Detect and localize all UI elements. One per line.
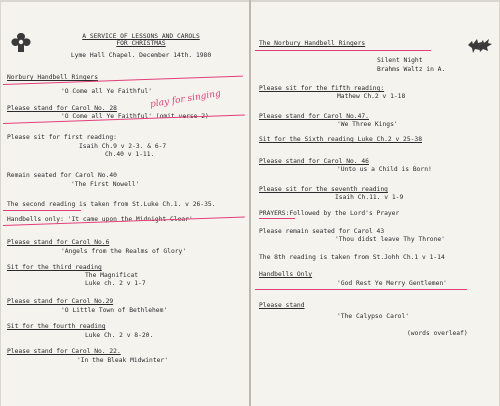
item-text: Please stand for Carol No.47. [259,113,369,120]
item-text: Please stand for Carol No.29 [7,298,114,305]
reading-ref: Mathew Ch.2 v 1-18 [337,93,406,100]
carol-title: 'God Rest Ye Merry Gentlemen' [337,280,447,287]
piece-title: Brahms Waltz in A. [377,66,446,73]
carol-title: 'Thou didst leave Thy Throne' [335,236,445,243]
item-text: The second reading is taken from St.Luke Ch.1. v 26-35. [7,201,216,208]
item-text: Please stand for Carol No. 46 [259,158,369,165]
item-text: The Norbury Handbell Ringers [259,40,366,47]
item-text: Sit for the Sixth reading Luke Ch.2 v 25-38 [259,136,423,143]
item-text: Please sit for the fifth reading: [259,85,385,92]
carol-title: 'Angels from the Realms of Glory' [61,248,187,255]
carol-title: 'Unto us a Child is Born! [337,166,432,173]
carol-title: 'O Come all Ye Faithful' [61,88,152,95]
reading-ref: Luke Ch. 2 v 8-20. [85,332,154,339]
right-page [251,2,499,406]
item-text: Please remain seated for Carol 43 [259,228,385,235]
footnote: (words overleaf) [407,330,468,337]
highlight-mark [255,50,431,51]
item-text: Please stand for Carol No. 28 [7,105,117,112]
reading-ref: Isaih Ch.9 v 2-3. & 6-7 [79,143,167,150]
piece-title: Silent Night [377,57,423,64]
item-text: Handbells Only [259,271,313,278]
item-text: Please stand [259,302,305,309]
holly-sprig-icon [465,33,493,57]
item-text: PRAYERS:Followed by the Lord's Prayer [259,210,400,217]
item-text: Sit for the fourth reading [7,323,106,330]
highlight-mark [255,289,467,290]
handwritten-note: play for singing [149,88,222,110]
item-text: Please sit for first reading: [7,134,117,141]
item-text: The 8th reading is taken from St.Johh Ch.1 v 1-14 [259,254,445,261]
highlight-mark [259,218,295,219]
item-text: Handbells only: 'It came upon the Midnight Clear' [7,216,193,223]
reading-ref: Ch.40 v 1-11. [105,151,155,158]
venue-date: Lyme Hall Chapel. December 14th. 1980 [70,52,212,59]
item-text: Norbury Handbell Ringers [7,74,98,81]
service-subtitle: FOR CHRISTMAS [116,40,166,47]
item-text: Please stand for Carol No.6 [7,239,110,246]
item-text: Remain seated for Carol No.40 [7,172,117,179]
reading-ref: Luke ch. 2 v 1-7 [85,280,146,287]
carol-title: 'O Little Town of Bethlehem' [61,307,168,314]
trefoil-emblem-icon [9,32,33,54]
carol-title: 'We Three Kings' [337,121,398,128]
item-text: Please stand for Carol No. 22. [7,348,121,355]
carol-title: 'O Come all Ye Faithful' (omit verse 2) [61,113,209,120]
reading-ref: The Magnificat [85,272,139,279]
reading-ref: Isaih Ch.11. v 1-9 [335,194,404,201]
item-text: Please sit for the seventh reading [259,186,388,193]
left-page [1,2,249,406]
carol-title: 'In the Bleak Midwinter' [77,357,168,364]
carol-title: 'The Calypso Carol' [337,313,410,320]
service-title: A SERVICE OF LESSONS AND CAROLS [82,33,200,40]
item-text: Sit for the third reading [7,264,102,271]
highlight-mark [3,210,81,211]
carol-title: 'The First Nowell' [71,181,140,188]
